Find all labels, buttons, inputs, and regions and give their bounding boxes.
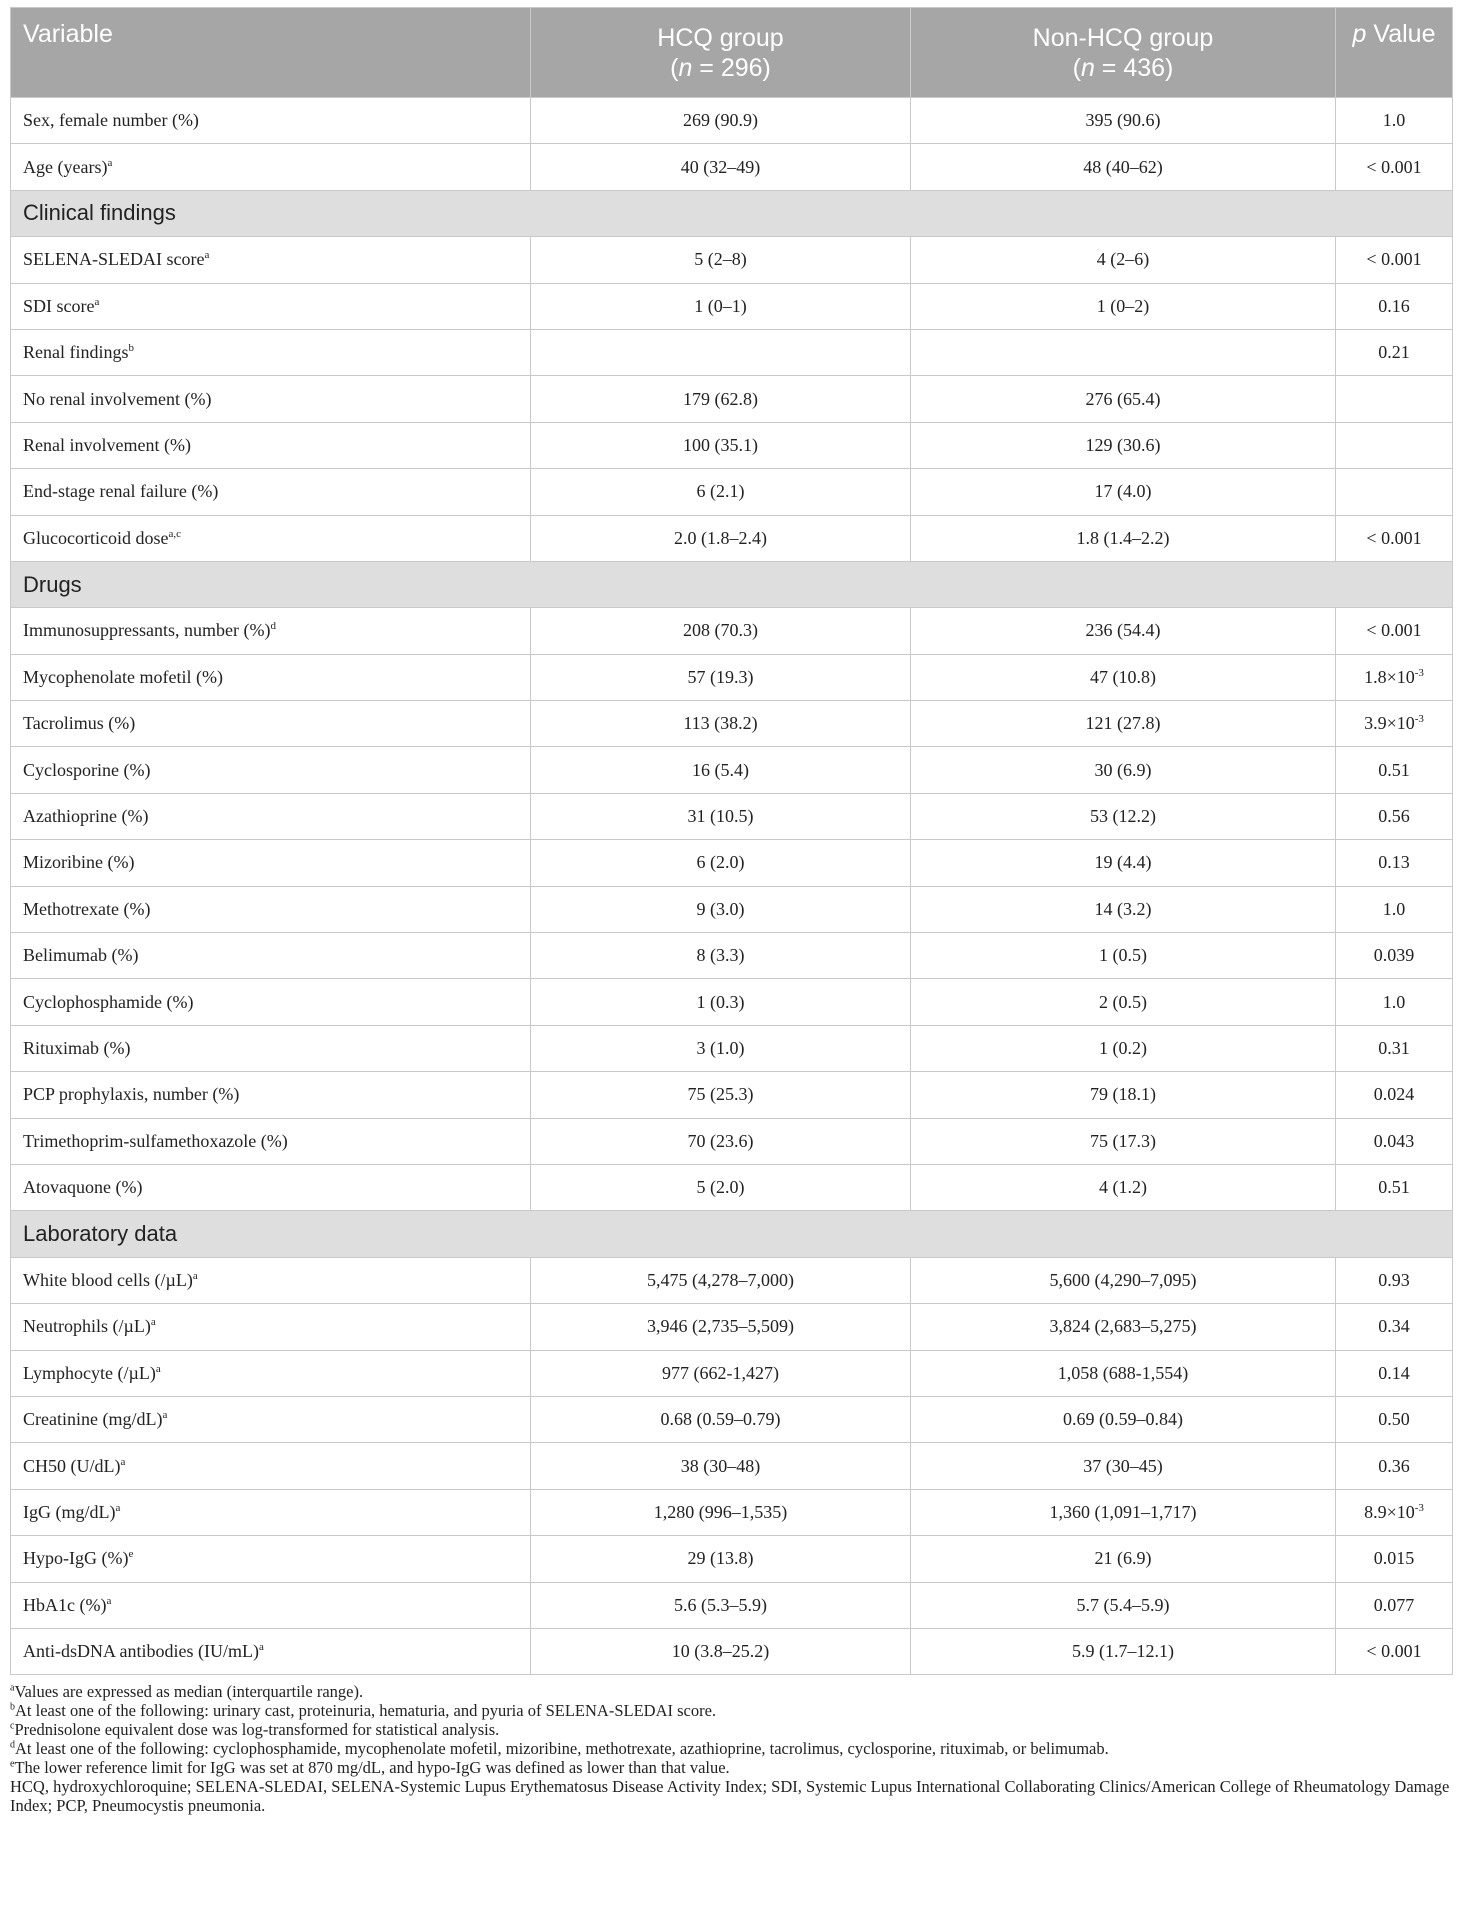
p-value	[1336, 793, 1453, 839]
footnote-text: The lower reference limit for IgG was set at 870 mg/dL, and hypo-IgG was defined as lower than that value.	[14, 1758, 730, 1778]
abbreviations: HCQ, hydroxychloroquine; SELENA-SLEDAI, SELENA-Systemic Lupus Erythematosus Disease Activity Index; SDI, Systemic Lupus International Collaborating Clinics/American College of Rheumatology Damage Index; PCP, Pneumocystis pneumonia.	[10, 1777, 1450, 1816]
table-row	[11, 376, 1453, 422]
row-label-text: Anti-dsDNA antibodies (IU/mL)	[23, 1641, 259, 1662]
footnote-mark: a	[94, 295, 100, 308]
header-non-hcq-group	[911, 8, 1336, 98]
hcq-value: 10 (3.8–25.2)	[531, 1628, 911, 1674]
row-label-text: Trimethoprim-sulfamethoxazole (%)	[23, 1130, 288, 1151]
p-value-text: 1.0	[1382, 898, 1406, 919]
non-hcq-value: 0.69 (0.59–0.84)	[911, 1396, 1336, 1442]
p-value	[1336, 654, 1453, 700]
non-hcq-value: 30 (6.9)	[911, 747, 1336, 793]
non-hcq-value: 1,360 (1,091–1,717)	[911, 1489, 1336, 1535]
hcq-value: 5,475 (4,278–7,000)	[531, 1257, 911, 1303]
footnote-text: At least one of the following: cyclophosphamide, mycophenolate mofetil, mizoribine, methotrexate, azathioprine, tacrolimus, cyclosporine, rituximab, or belimumab.	[15, 1739, 1109, 1759]
non-hcq-value: 47 (10.8)	[911, 654, 1336, 700]
row-label	[11, 98, 531, 144]
p-value	[1336, 1072, 1453, 1118]
row-label-text: Cyclophosphamide (%)	[23, 991, 194, 1012]
row-label	[11, 1489, 531, 1535]
p-value	[1336, 1489, 1453, 1535]
table-row	[11, 1164, 1453, 1210]
row-label-text: Renal involvement (%)	[23, 434, 191, 455]
footnote	[10, 1739, 1452, 1758]
footnote-mark: a	[10, 1682, 15, 1694]
non-hcq-value: 19 (4.4)	[911, 840, 1336, 886]
footnote-text: At least one of the following: urinary cast, proteinuria, hematuria, and pyuria of SELENA-SLEDAI score.	[15, 1701, 717, 1721]
hcq-value: 3,946 (2,735–5,509)	[531, 1304, 911, 1350]
row-label	[11, 237, 531, 283]
row-label	[11, 422, 531, 468]
p-value-text: 0.015	[1373, 1548, 1415, 1569]
p-value-text: 0.039	[1373, 945, 1415, 966]
p-value-text: 0.16	[1378, 295, 1410, 316]
footnote-mark: a,c	[168, 527, 181, 540]
hcq-value: 9 (3.0)	[531, 886, 911, 932]
section-row	[11, 190, 1453, 236]
p-value-text: 0.024	[1373, 1084, 1415, 1105]
table-row	[11, 608, 1453, 654]
header-row	[11, 8, 1453, 98]
table-row	[11, 840, 1453, 886]
hcq-value: 70 (23.6)	[531, 1118, 911, 1164]
table-row	[11, 98, 1453, 144]
row-label	[11, 1628, 531, 1674]
row-label-text: Mizoribine (%)	[23, 852, 135, 873]
non-hcq-value: 3,824 (2,683–5,275)	[911, 1304, 1336, 1350]
row-label-text: Hypo-IgG (%)	[23, 1548, 129, 1569]
non-hcq-value: 1 (0.2)	[911, 1025, 1336, 1071]
p-value-text: 0.31	[1378, 1038, 1410, 1058]
row-label	[11, 1164, 531, 1210]
hcq-value: 208 (70.3)	[531, 608, 911, 654]
table-row	[11, 1582, 1453, 1628]
p-value-text: 0.13	[1378, 852, 1410, 873]
footnote-mark: d	[10, 1739, 15, 1751]
p-value	[1336, 144, 1453, 190]
p-value-text: 0.36	[1378, 1455, 1410, 1476]
non-hcq-value: 1.8 (1.4–2.2)	[911, 515, 1336, 561]
hcq-value: 179 (62.8)	[531, 376, 911, 422]
row-label	[11, 1582, 531, 1628]
row-label	[11, 1118, 531, 1164]
row-label	[11, 1304, 531, 1350]
row-label	[11, 608, 531, 654]
p-value-text: 0.93	[1378, 1269, 1410, 1290]
table-row	[11, 283, 1453, 329]
header-non-hcq-label: Non-HCQ group	[1032, 23, 1214, 52]
p-value	[1336, 98, 1453, 144]
row-label	[11, 376, 531, 422]
header-non-hcq-n: (n = 436)	[1072, 53, 1174, 82]
p-value	[1336, 1396, 1453, 1442]
section-title: Drugs	[11, 561, 1453, 607]
row-label	[11, 840, 531, 886]
non-hcq-value: 1 (0–2)	[911, 283, 1336, 329]
p-value-text: 0.14	[1378, 1362, 1410, 1383]
row-label-text: PCP prophylaxis, number (%)	[23, 1084, 240, 1105]
p-value	[1336, 1443, 1453, 1489]
row-label	[11, 701, 531, 747]
footnote-mark: e	[128, 1548, 134, 1561]
row-label	[11, 793, 531, 839]
row-label-text: Neutrophils (/µL)	[23, 1316, 151, 1337]
non-hcq-value: 17 (4.0)	[911, 469, 1336, 515]
non-hcq-value: 37 (30–45)	[911, 1443, 1336, 1489]
row-label-text: HbA1c (%)	[23, 1594, 107, 1615]
row-label-text: Atovaquone (%)	[23, 1177, 143, 1198]
row-label	[11, 747, 531, 793]
non-hcq-value: 48 (40–62)	[911, 144, 1336, 190]
data-table	[10, 7, 1453, 1675]
row-label	[11, 654, 531, 700]
row-label	[11, 1257, 531, 1303]
section-row	[11, 561, 1453, 607]
footnote-mark: d	[270, 620, 276, 633]
footnote-text: Values are expressed as median (interquartile range).	[14, 1682, 364, 1702]
row-label-text: White blood cells (/µL)	[23, 1269, 193, 1290]
p-value-text: 1.8×10	[1364, 666, 1415, 687]
table-row	[11, 747, 1453, 793]
footnote-mark: a	[155, 1362, 161, 1375]
table-header	[11, 8, 1453, 98]
footnote-mark: a	[204, 249, 210, 262]
hcq-value: 31 (10.5)	[531, 793, 911, 839]
p-value	[1336, 1164, 1453, 1210]
row-label-text: Methotrexate (%)	[23, 898, 151, 919]
row-label	[11, 1536, 531, 1582]
footnote-mark: a	[106, 1594, 112, 1607]
footnote	[10, 1720, 1452, 1739]
row-label-text: IgG (mg/dL)	[23, 1501, 116, 1522]
p-value-text: 1.0	[1382, 991, 1406, 1012]
p-value	[1336, 747, 1453, 793]
footnote-mark: c	[10, 1720, 15, 1732]
row-label-text: SELENA-SLEDAI score	[23, 249, 205, 270]
non-hcq-value: 276 (65.4)	[911, 376, 1336, 422]
header-variable: Variable	[11, 8, 531, 98]
hcq-value: 29 (13.8)	[531, 1536, 911, 1582]
table-row	[11, 422, 1453, 468]
non-hcq-value: 1,058 (688-1,554)	[911, 1350, 1336, 1396]
hcq-value: 1 (0–1)	[531, 283, 911, 329]
row-label-text: Mycophenolate mofetil (%)	[23, 666, 223, 687]
footnote	[10, 1682, 1452, 1701]
p-value-text: 0.077	[1373, 1594, 1415, 1615]
header-p-italic: p	[1352, 20, 1367, 48]
hcq-value: 40 (32–49)	[531, 144, 911, 190]
row-label	[11, 1350, 531, 1396]
p-value-text: 0.043	[1373, 1130, 1415, 1151]
footnote	[10, 1758, 1452, 1777]
footnote	[10, 1701, 1452, 1720]
hcq-value: 16 (5.4)	[531, 747, 911, 793]
p-value-text: 0.51	[1378, 759, 1410, 780]
p-value	[1336, 840, 1453, 886]
p-value-text: < 0.001	[1366, 156, 1422, 177]
footnote-mark: a	[115, 1501, 121, 1514]
row-label	[11, 1025, 531, 1071]
row-label-text: Rituximab (%)	[23, 1038, 131, 1058]
table-row	[11, 469, 1453, 515]
section-title: Laboratory data	[11, 1211, 1453, 1257]
p-value	[1336, 237, 1453, 283]
row-label-text: Tacrolimus (%)	[23, 713, 136, 734]
p-value	[1336, 701, 1453, 747]
row-label-text: Belimumab (%)	[23, 945, 139, 966]
table-row	[11, 329, 1453, 375]
table-row	[11, 1118, 1453, 1164]
row-label-text: CH50 (U/dL)	[23, 1455, 121, 1476]
table-body	[11, 98, 1453, 1675]
table-row	[11, 1025, 1453, 1071]
hcq-value: 2.0 (1.8–2.4)	[531, 515, 911, 561]
hcq-value: 1 (0.3)	[531, 979, 911, 1025]
footnote-mark: a	[162, 1409, 168, 1422]
row-label	[11, 144, 531, 190]
table-row	[11, 515, 1453, 561]
p-value	[1336, 422, 1453, 468]
row-label	[11, 469, 531, 515]
non-hcq-value: 2 (0.5)	[911, 979, 1336, 1025]
footnote-mark: a	[192, 1269, 198, 1282]
hcq-value: 100 (35.1)	[531, 422, 911, 468]
hcq-value: 5 (2.0)	[531, 1164, 911, 1210]
footnote-mark: b	[128, 342, 134, 355]
p-value	[1336, 469, 1453, 515]
row-label	[11, 886, 531, 932]
table-row	[11, 1396, 1453, 1442]
table-row	[11, 1350, 1453, 1396]
non-hcq-value: 236 (54.4)	[911, 608, 1336, 654]
footnote-mark: a	[150, 1316, 156, 1329]
non-hcq-value: 395 (90.6)	[911, 98, 1336, 144]
non-hcq-value: 5,600 (4,290–7,095)	[911, 1257, 1336, 1303]
p-value	[1336, 283, 1453, 329]
row-label-text: Renal findings	[23, 342, 129, 363]
hcq-value: 977 (662-1,427)	[531, 1350, 911, 1396]
p-value	[1336, 1257, 1453, 1303]
p-value	[1336, 1536, 1453, 1582]
table-row	[11, 1489, 1453, 1535]
p-value-text: < 0.001	[1366, 249, 1422, 270]
non-hcq-value: 4 (1.2)	[911, 1164, 1336, 1210]
non-hcq-value: 21 (6.9)	[911, 1536, 1336, 1582]
row-label-text: SDI score	[23, 295, 95, 316]
p-value-text: 0.51	[1378, 1177, 1410, 1198]
table-container	[10, 7, 1452, 1815]
hcq-value: 57 (19.3)	[531, 654, 911, 700]
row-label-text: Immunosuppressants, number (%)	[23, 620, 271, 641]
non-hcq-value	[911, 329, 1336, 375]
hcq-value: 1,280 (996–1,535)	[531, 1489, 911, 1535]
p-value	[1336, 1582, 1453, 1628]
row-label-text: Azathioprine (%)	[23, 806, 149, 827]
table-row	[11, 886, 1453, 932]
p-exponent: -3	[1414, 713, 1424, 726]
row-label-text: Sex, female number (%)	[23, 110, 199, 131]
p-value	[1336, 1628, 1453, 1674]
section-title: Clinical findings	[11, 190, 1453, 236]
header-hcq-label: HCQ group	[657, 23, 784, 52]
table-row	[11, 1304, 1453, 1350]
table-row	[11, 979, 1453, 1025]
hcq-value: 5.6 (5.3–5.9)	[531, 1582, 911, 1628]
table-row	[11, 1628, 1453, 1674]
row-label	[11, 1072, 531, 1118]
header-p-rest: Value	[1366, 20, 1436, 48]
hcq-value: 113 (38.2)	[531, 701, 911, 747]
table-row	[11, 1536, 1453, 1582]
non-hcq-value: 129 (30.6)	[911, 422, 1336, 468]
non-hcq-value: 5.7 (5.4–5.9)	[911, 1582, 1336, 1628]
row-label	[11, 979, 531, 1025]
header-p-value	[1336, 8, 1453, 98]
footnote-mark: b	[10, 1701, 15, 1713]
hcq-value: 5 (2–8)	[531, 237, 911, 283]
hcq-value: 0.68 (0.59–0.79)	[531, 1396, 911, 1442]
row-label-text: Age (years)	[23, 156, 108, 177]
p-value	[1336, 1350, 1453, 1396]
p-value	[1336, 933, 1453, 979]
p-value	[1336, 886, 1453, 932]
p-value-text: < 0.001	[1366, 620, 1422, 641]
row-label-text: Glucocorticoid dose	[23, 527, 169, 548]
footnote-mark: a	[107, 156, 113, 169]
p-value	[1336, 1304, 1453, 1350]
row-label	[11, 1443, 531, 1489]
table-row	[11, 701, 1453, 747]
non-hcq-value: 4 (2–6)	[911, 237, 1336, 283]
header-hcq-group	[531, 8, 911, 98]
table-row	[11, 1257, 1453, 1303]
p-value	[1336, 329, 1453, 375]
row-label	[11, 515, 531, 561]
table-row	[11, 144, 1453, 190]
table-row	[11, 654, 1453, 700]
p-value	[1336, 1118, 1453, 1164]
row-label	[11, 933, 531, 979]
non-hcq-value: 14 (3.2)	[911, 886, 1336, 932]
row-label	[11, 329, 531, 375]
non-hcq-value: 5.9 (1.7–12.1)	[911, 1628, 1336, 1674]
row-label	[11, 283, 531, 329]
p-value	[1336, 1025, 1453, 1071]
row-label	[11, 1396, 531, 1442]
p-value-text: 0.50	[1378, 1409, 1410, 1430]
p-exponent: -3	[1414, 1501, 1424, 1514]
p-value-text: 1.0	[1382, 110, 1406, 131]
non-hcq-value: 75 (17.3)	[911, 1118, 1336, 1164]
footnote-text: Prednisolone equivalent dose was log-transformed for statistical analysis.	[14, 1720, 500, 1740]
hcq-value: 6 (2.1)	[531, 469, 911, 515]
row-label-text: No renal involvement (%)	[23, 388, 212, 409]
p-value-text: < 0.001	[1366, 527, 1422, 548]
hcq-value: 38 (30–48)	[531, 1443, 911, 1489]
hcq-value: 75 (25.3)	[531, 1072, 911, 1118]
header-hcq-n: (n = 296)	[670, 53, 771, 82]
row-label-text: End-stage renal failure (%)	[23, 481, 219, 502]
table-footnotes	[10, 1682, 1452, 1815]
p-exponent: -3	[1414, 666, 1424, 679]
p-value	[1336, 515, 1453, 561]
footnote-mark: e	[10, 1758, 15, 1770]
non-hcq-value: 53 (12.2)	[911, 793, 1336, 839]
row-label-text: Creatinine (mg/dL)	[23, 1409, 163, 1430]
table-row	[11, 933, 1453, 979]
footnote-mark: a	[258, 1641, 264, 1654]
p-value	[1336, 376, 1453, 422]
row-label-text: Cyclosporine (%)	[23, 759, 151, 780]
footnote-mark: a	[120, 1455, 126, 1468]
p-value-text: 0.21	[1378, 342, 1410, 363]
p-value-text: 0.34	[1378, 1316, 1410, 1337]
table-row	[11, 1443, 1453, 1489]
table-row	[11, 1072, 1453, 1118]
non-hcq-value: 79 (18.1)	[911, 1072, 1336, 1118]
section-row	[11, 1211, 1453, 1257]
table-row	[11, 237, 1453, 283]
row-label-text: Lymphocyte (/µL)	[23, 1362, 156, 1383]
hcq-value	[531, 329, 911, 375]
hcq-value: 3 (1.0)	[531, 1025, 911, 1071]
p-value	[1336, 979, 1453, 1025]
p-value-text: < 0.001	[1366, 1641, 1422, 1662]
hcq-value: 269 (90.9)	[531, 98, 911, 144]
hcq-value: 8 (3.3)	[531, 933, 911, 979]
p-value	[1336, 608, 1453, 654]
table-row	[11, 793, 1453, 839]
p-value-text: 0.56	[1378, 806, 1410, 827]
hcq-value: 6 (2.0)	[531, 840, 911, 886]
non-hcq-value: 121 (27.8)	[911, 701, 1336, 747]
p-value-text: 3.9×10	[1364, 713, 1415, 734]
non-hcq-value: 1 (0.5)	[911, 933, 1336, 979]
p-value-text: 8.9×10	[1364, 1501, 1415, 1522]
